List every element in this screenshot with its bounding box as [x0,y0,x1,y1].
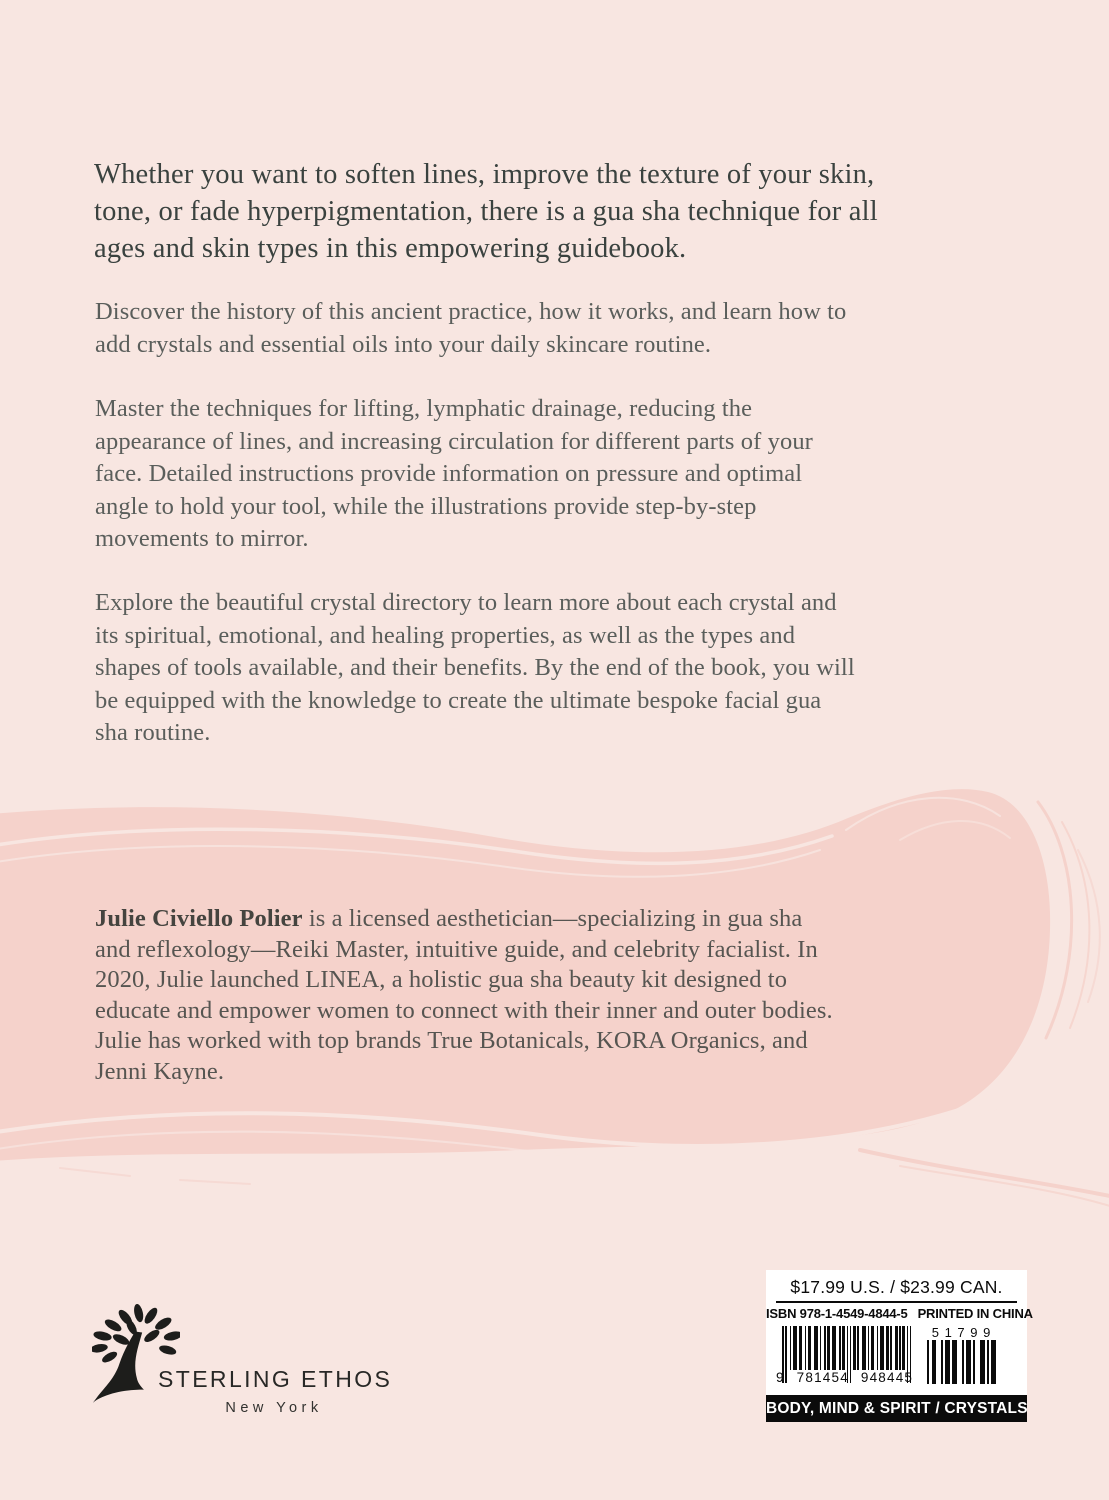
barcode-digits: 9 781454 948445 [776,1370,914,1385]
printed-in-label: PRINTED IN CHINA [917,1306,1033,1321]
addon-barcode [927,1326,996,1384]
paragraph-discover: Discover the history of this ancient practice, how it works, and learn how to add crystals and essential oils into your daily skincare routine. [95,298,847,358]
publisher-name: STERLING ETHOS [158,1366,393,1392]
category-banner [766,1395,1027,1422]
publisher-city: New York [225,1400,323,1416]
paragraph-explore: Explore the beautiful crystal directory to learn more about each crystal and its spiritual, emotional, and healing properties, as well as the types and shapes of tools available, and their benefits. By the end of the book, you will be equipped with the knowledge to create the ultimate bespoke facial gua sha routine. [95,589,855,746]
author-bio-text: is a licensed aesthetician—specializing in gua sha and reflexology—Reiki Master, intuitive guide, and celebrity facialist. In 2020, Julie launched LINEA, a holistic gua sha beauty kit designed to educate and empower women to connect with their inner and outer bodies. Julie has worked with top brands True Botanicals, KORA Organics, and Jenni Kayne. [95,905,833,1085]
divider [776,1301,1017,1303]
headline: Whether you want to soften lines, improve the texture of your skin, tone, or fade hyperpigmentation, there is a gua sha technique for all ages and skin types in this empowering guidebook. [94,159,878,264]
ean-barcode [776,1326,914,1385]
publisher-logo [92,1300,422,1425]
category-label: BODY, MIND & SPIRIT / CRYSTALS [766,1400,1028,1417]
author-bio [95,904,835,1087]
price-label: $17.99 U.S. / $23.99 CAN. [790,1277,1003,1297]
author-name: Julie Civiello Polier [95,905,303,932]
isbn-label: ISBN 978-1-4549-4844-5 [766,1306,908,1321]
paragraph-master: Master the techniques for lifting, lymphatic drainage, reducing the appearance of lines, and increasing circulation for different parts of your face. Detailed instructions provide information on pressure and optimal angle to hold your tool, while the illustrations provide step-by-step movements to mirror. [95,395,813,552]
barcodes [766,1322,1027,1394]
barcode-panel [766,1270,1033,1422]
addon-bars [927,1340,996,1384]
addon-digits: 5 1 7 9 9 [931,1325,992,1340]
isbn-row [766,1305,1033,1322]
